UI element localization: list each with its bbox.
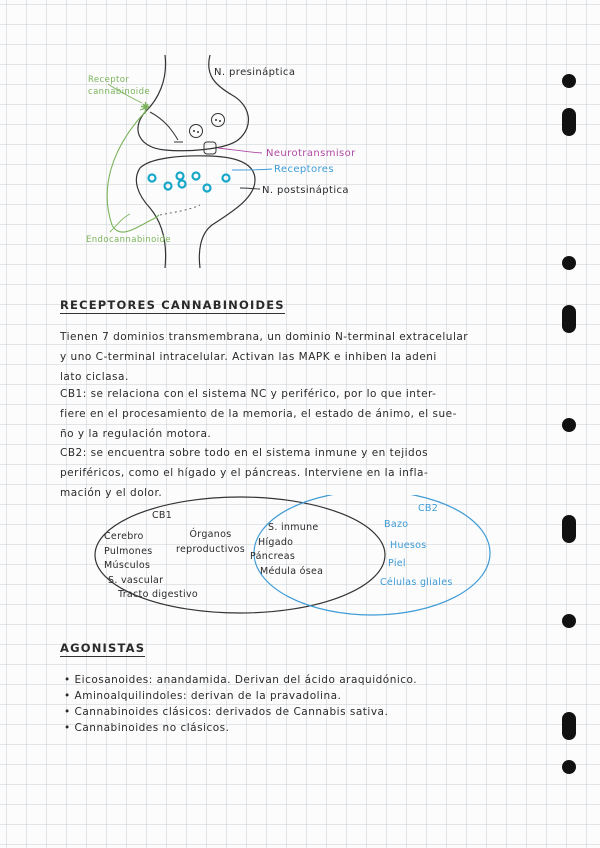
venn-item: Hígado	[258, 536, 294, 548]
cannabinoid-receptor-label: Receptor cannabinoide	[88, 75, 150, 97]
venn-item: reproductivos	[176, 543, 246, 555]
list-item: • Eicosanoides: anandamida. Derivan del ácido araquidónico.	[64, 672, 417, 688]
binder-hole	[562, 418, 576, 432]
venn-shared-list	[250, 521, 324, 579]
paragraph-receptores	[60, 327, 530, 387]
agonists-list	[64, 672, 417, 736]
list-item: • Aminoalquilindoles: derivan de la pravadolina.	[64, 688, 417, 704]
section-title-text: RECEPTORES CANNABINOIDES	[60, 298, 285, 312]
venn-item: Pulmones	[104, 545, 153, 557]
synaptic-vesicle	[212, 114, 225, 127]
paragraph-line: ño y la regulación motora.	[60, 428, 212, 440]
paragraph-line: y uno C-terminal intracelular. Activan las MAPK e inhiben la adeni	[60, 351, 437, 363]
postsynaptic-label: N. postsináptica	[262, 185, 349, 196]
binder-hole	[562, 712, 576, 740]
synaptic-vesicle	[190, 125, 203, 138]
venn-item: Músculos	[104, 560, 151, 571]
paragraph-line: periféricos, como el hígado y el páncreas. Interviene en la infla-	[60, 467, 429, 479]
paragraph-line: mación y el dolor.	[60, 487, 163, 499]
venn-item: Tracto digestivo	[118, 589, 199, 600]
retrograde-arrow	[107, 112, 155, 232]
neurotransmitter-label: Neurotransmisor	[266, 148, 356, 159]
receptor-group	[149, 173, 230, 192]
paragraph-line: fiere en el procesamiento de la memoria, el estado de ánimo, el sue-	[60, 408, 457, 420]
section-title-agonistas	[60, 641, 145, 655]
venn-cb1-organs	[176, 528, 245, 557]
receptors-label: Receptores	[274, 164, 334, 175]
section-title-receptores	[60, 298, 285, 312]
venn-cb2-only-list	[380, 518, 453, 590]
section-title-text: AGONISTAS	[60, 641, 146, 655]
binder-hole	[562, 305, 576, 333]
venn-item: Células gliales	[380, 576, 453, 588]
venn-label-cb2: CB2	[418, 503, 439, 514]
venn-item: Huesos	[390, 539, 427, 551]
paragraph-line: CB1: se relaciona con el sistema NC y periférico, por lo que inter-	[60, 388, 437, 400]
venn-item: Cerebro	[104, 531, 144, 542]
venn-item: Bazo	[384, 519, 409, 530]
venn-item: S. inmune	[268, 522, 319, 533]
venn-label-cb1: CB1	[152, 510, 173, 521]
binder-hole	[562, 760, 576, 774]
venn-item: S. vascular	[108, 574, 164, 586]
paragraph-line: lato ciclasa.	[60, 371, 129, 383]
paragraph-line: Tienen 7 dominios transmembrana, un dominio N-terminal extracelular	[60, 331, 469, 343]
endocannabinoid-label: Endocannabinoide	[86, 235, 171, 245]
list-item: • Cannabinoides clásicos: derivados de Cannabis sativa.	[64, 704, 417, 720]
inhibition-arrow	[150, 112, 183, 142]
venn-item: Páncreas	[250, 551, 296, 562]
list-item: • Cannabinoides no clásicos.	[64, 720, 417, 736]
paragraph-cb1	[60, 384, 530, 444]
paragraph-cb2	[60, 443, 530, 503]
venn-item: Médula ósea	[260, 565, 324, 577]
presynaptic-label: N. presináptica	[214, 67, 296, 78]
venn-item: Piel	[388, 558, 406, 569]
paragraph-line: CB2: se encuentra sobre todo en el sistema inmune y en tejidos	[60, 447, 429, 459]
venn-item: Órganos	[189, 529, 232, 540]
